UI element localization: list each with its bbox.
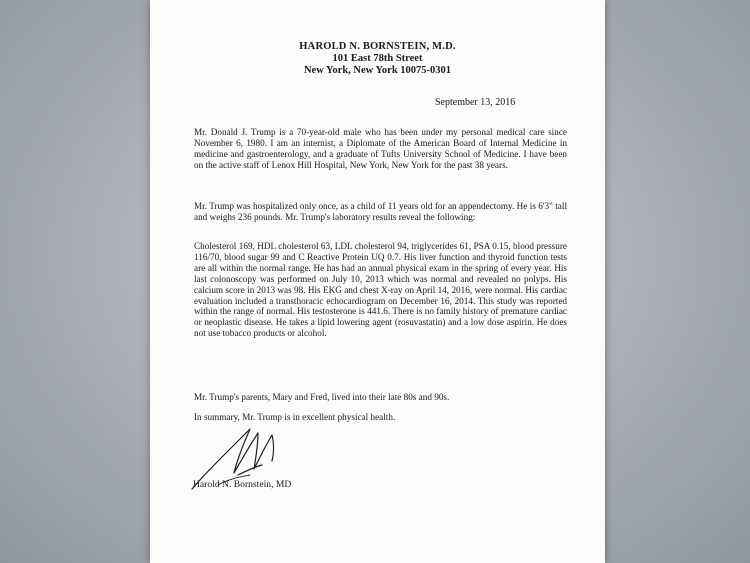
paragraph-summary: In summary, Mr. Trump is in excellent physical health. (194, 412, 396, 422)
paragraph-parents: Mr. Trump's parents, Mary and Fred, lived into their late 80s and 90s. (194, 392, 450, 402)
letterhead-street: 101 East 78th Street (332, 53, 423, 64)
paragraph-introduction: Mr. Donald J. Trump is a 70-year-old male who has been under my personal medical care since November 6, 1980. I am an internist, a Diplomate of the American Board of Internal Medicine in medicine and gastroenterology, and a graduate of Tufts University School of Medicine. I have been on the active staff of Lenox Hill Hospital, New York, New York for the past 38 years. (194, 127, 567, 170)
paragraph-lab-results: Cholesterol 169, HDL cholesterol 63, LDL cholesterol 94, triglycerides 61, PSA 0.15, blood pressure 116/70, blood sugar 99 and C Reactive Protein UQ 0.7. His liver function and thyroid function tests are all within the normal range. He has had an annual physical exam in the spring of every year. His last colonoscopy was performed on July 10, 2013 which was normal and revealed no polyps. His calcium score in 2013 was 98. His EKG and chest X-ray on April 14, 2016, were normal. His cardiac evaluation included a transthoracic echocardiogram on December 16, 2014. This study was reported within the range of normal. His testosterone is 441.6. There is no family history of premature cardiac or neoplastic disease. He takes a lipid lowering agent (rosuvastatin) and a low dose aspirin. He does not use tobacco products or alcohol. (194, 241, 567, 339)
letter-page (150, 0, 605, 563)
letter-date: September 13, 2016 (435, 97, 516, 108)
paragraph-hospitalization: Mr. Trump was hospitalized only once, as a child of 11 years old for an appendectomy. He is 6'3" tall and weighs 236 pounds. Mr. Trump's laboratory results reveal the following: (194, 201, 567, 222)
letterhead-name: HAROLD N. BORNSTEIN, M.D. (299, 41, 456, 52)
letterhead-city: New York, New York 10075-0301 (303, 65, 452, 76)
signature-name: Harold N. Bornstein, MD (193, 479, 292, 490)
